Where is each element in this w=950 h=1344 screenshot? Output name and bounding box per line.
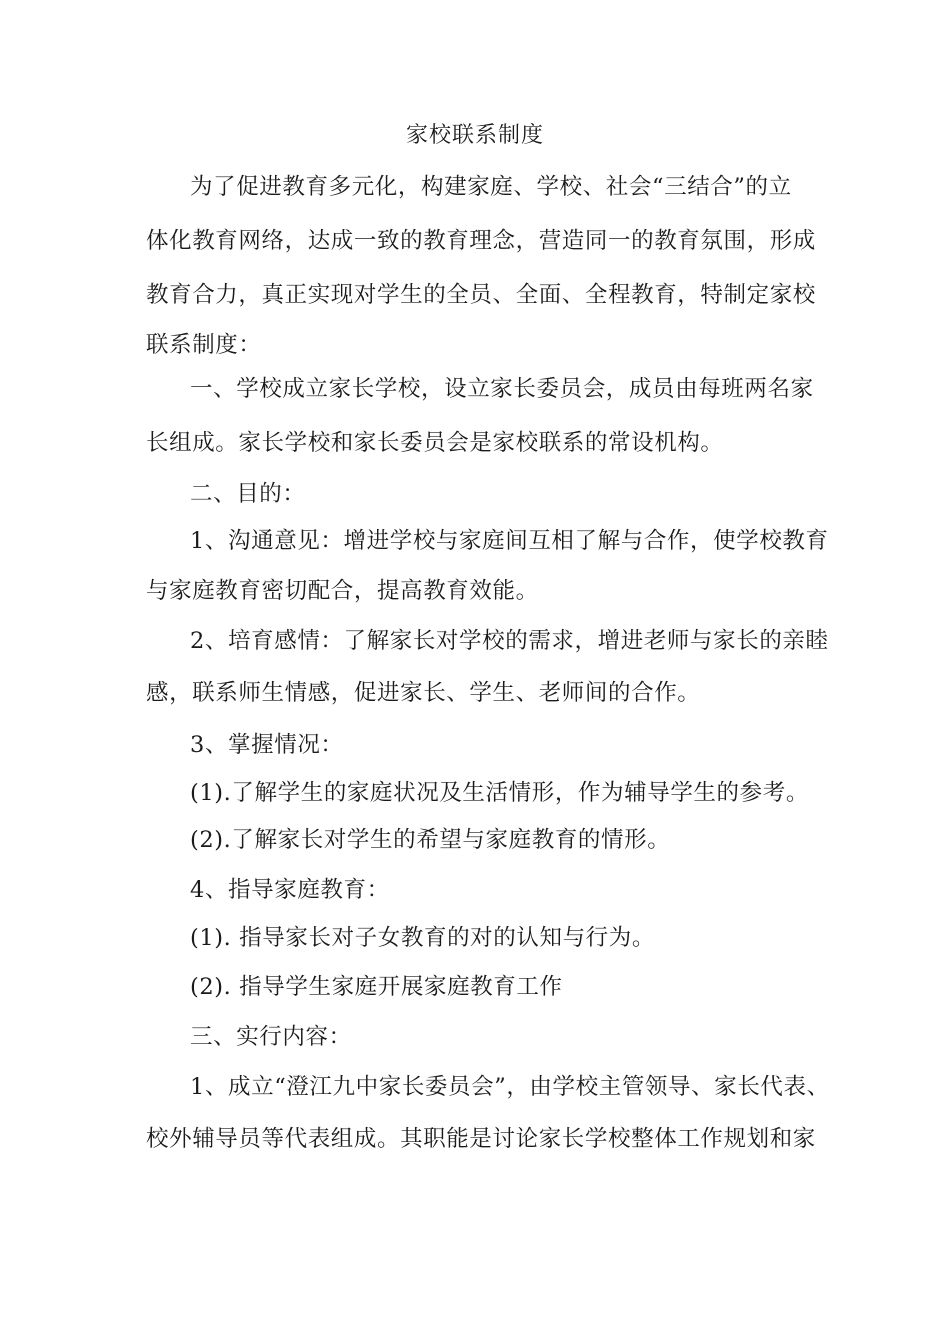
paragraph-line: 一、学校成立家长学校，设立家长委员会，成员由每班两名家 <box>190 376 814 402</box>
document-title: 家校联系制度 <box>405 123 544 148</box>
paragraph-line: 与家庭教育密切配合，提高教育效能。 <box>146 578 539 604</box>
paragraph-line: 1、沟通意见：增进学校与家庭间互相了解与合作，使学校教育 <box>190 528 829 554</box>
section-heading: 三、实行内容： <box>190 1024 352 1050</box>
paragraph-line: 1、成立“澄江九中家长委员会”，由学校主管领导、家长代表、 <box>190 1074 830 1100</box>
list-item: (1). 指导家长对子女教育的对的认知与行为。 <box>190 925 655 951</box>
paragraph-line: 感，联系师生情感，促进家长、学生、老师间的合作。 <box>146 680 701 706</box>
paragraph-line: 为了促进教育多元化，构建家庭、学校、社会“三结合”的立 <box>190 174 792 200</box>
paragraph-line: 教育合力，真正实现对学生的全员、全面、全程教育，特制定家校 <box>146 282 816 308</box>
paragraph-line: 长组成。家长学校和家长委员会是家校联系的常设机构。 <box>146 430 724 456</box>
paragraph-line: 校外辅导员等代表组成。其职能是讨论家长学校整体工作规划和家 <box>146 1126 816 1152</box>
list-item: (2). 指导学生家庭开展家庭教育工作 <box>190 974 563 1000</box>
section-heading: 二、目的： <box>190 481 306 507</box>
subsection-heading: 4、指导家庭教育： <box>190 877 390 903</box>
paragraph-line: 联系制度： <box>146 332 262 358</box>
list-item: (1).了解学生的家庭状况及生活情形，作为辅导学生的参考。 <box>190 780 809 806</box>
list-item: (2).了解家长对学生的希望与家庭教育的情形。 <box>190 827 671 853</box>
paragraph-line: 2、培育感情：了解家长对学校的需求，增进老师与家长的亲睦 <box>190 628 829 654</box>
subsection-heading: 3、掌握情况： <box>190 732 344 758</box>
paragraph-line: 体化教育网络，达成一致的教育理念，营造同一的教育氛围，形成 <box>146 228 816 254</box>
